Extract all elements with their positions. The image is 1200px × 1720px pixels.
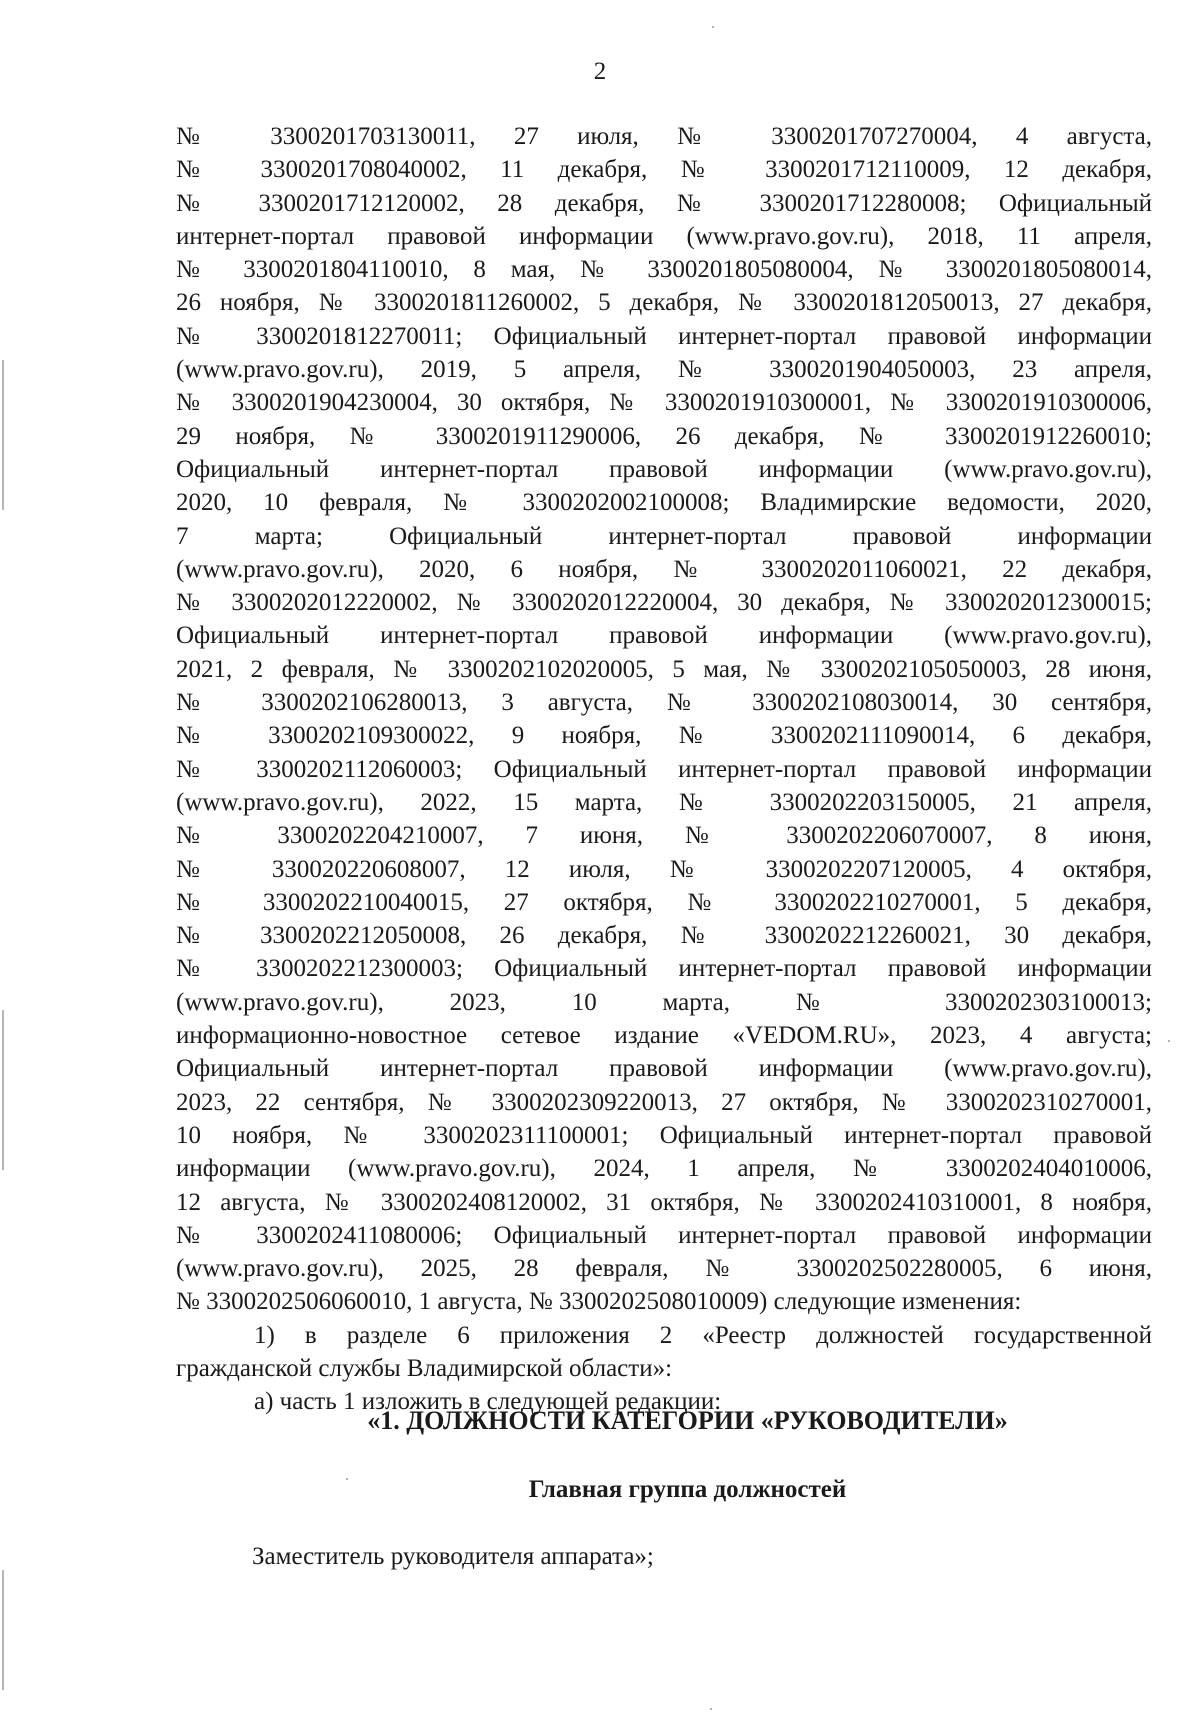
text-line: информации (www.pravo.gov.ru), 2024, 1 апреля, № 3300202404010006, [176,1155,1152,1183]
group-heading: Главная группа должностей [528,1476,847,1503]
text-line: № 3300201904230004, 30 октября, № 3300201910300001, № 3300201910300006, [176,389,1152,417]
text-line: (www.pravo.gov.ru), 2022, 15 марта, № 3300202203150005, 21 апреля, [176,788,1152,816]
text-line: № 3300202112060003; Официальный интернет-портал правовой информации [176,755,1152,783]
text-line: информационно-новостное сетевое издание «VEDOM.RU», 2023, 4 августа; [176,1022,1152,1050]
text-line: № 3300202012220002, № 3300202012220004, 30 декабря, № 3300202012300015; [176,589,1152,617]
text-line: № 330020220608007, 12 июля, № 3300202207120005, 4 октября, [176,855,1152,883]
text-line: № 3300202506060010, 1 августа, № 3300202508010009) следующие изменения: [176,1288,1022,1316]
text-line: № 3300202106280013, 3 августа, № 3300202108030014, 30 сентября, [176,689,1152,717]
scan-margin-mark [2,1570,4,1690]
text-line: № 3300202212050008, 26 декабря, № 3300202212260021, 30 декабря, [176,922,1152,950]
text-line: 2020, 10 февраля, № 3300202002100008; Владимирские ведомости, 2020, [176,489,1152,517]
text-line: № 3300201703130011, 27 июля, № 3300201707270004, 4 августа, [176,123,1152,150]
text-line: № 3300202210040015, 27 октября, № 3300202210270001, 5 декабря, [176,888,1152,916]
scan-speck [712,26,714,28]
scan-margin-mark [2,1010,4,1170]
text-line: (www.pravo.gov.ru), 2023, 10 марта, № 3300202303100013; [176,988,1152,1016]
position-entry: Заместитель руководителя аппарата»; [252,1543,654,1570]
text-line: 7 марта; Официальный интернет-портал правовой информации [176,522,1152,550]
subitem-a: а) часть 1 изложить в следующей редакции: [254,1388,722,1416]
text-line: № 3300201712120002, 28 декабря, № 3300201712280008; Официальный [176,189,1152,217]
text-line: № 3300202411080006; Официальный интернет-портал правовой информации [176,1221,1152,1249]
text-line: № 3300202204210007, 7 июня, № 3300202206070007, 8 июня, [176,822,1152,850]
text-line: 26 ноября, № 3300201811260002, 5 декабря, № 3300201812050013, 27 декабря, [176,289,1152,317]
text-line: (www.pravo.gov.ru), 2020, 6 ноября, № 3300202011060021, 22 декабря, [176,555,1152,583]
text-line: № 3300202212300003; Официальный интернет-портал правовой информации [176,955,1152,983]
text-line: Официальный интернет-портал правовой информации (www.pravo.gov.ru), [176,1055,1152,1083]
text-line: (www.pravo.gov.ru), 2019, 5 апреля, № 3300201904050003, 23 апреля, [176,356,1152,384]
text-line: № 3300201708040002, 11 декабря, № 3300201712110009, 12 декабря, [176,156,1152,184]
text-line: 2021, 2 февраля, № 3300202102020005, 5 мая, № 3300202105050003, 28 июня, [176,655,1152,683]
scan-speck [710,1708,712,1710]
item-1-line: 1) в разделе 6 приложения 2 «Реестр должностей государственной [254,1321,1152,1349]
text-line: 2023, 22 сентября, № 3300202309220013, 27 октября, № 3300202310270001, [176,1088,1152,1116]
text-line: Официальный интернет-портал правовой информации (www.pravo.gov.ru), [176,622,1152,650]
text-line: 10 ноября, № 3300202311100001; Официальный интернет-портал правовой [176,1121,1152,1149]
page-number: 2 [593,58,607,85]
item-1-line: гражданской службы Владимирской области»: [176,1354,673,1382]
text-line: № 3300202109300022, 9 ноября, № 3300202111090014, 6 декабря, [176,722,1152,750]
text-line: 29 ноября, № 3300201911290006, 26 декабря, № 3300201912260010; [176,422,1152,450]
section-heading: «1. ДОЛЖНОСТИ КАТЕГОРИИ «РУКОВОДИТЕЛИ» [367,1406,1008,1435]
text-line: Официальный интернет-портал правовой информации (www.pravo.gov.ru), [176,455,1152,483]
scan-speck [1168,1040,1170,1042]
text-line: № 3300201812270011; Официальный интернет-портал правовой информации [176,322,1152,350]
text-line: 12 августа, № 3300202408120002, 31 октября, № 3300202410310001, 8 ноября, [176,1188,1152,1216]
text-line: интернет-портал правовой информации (www.pravo.gov.ru), 2018, 11 апреля, [176,222,1152,250]
text-line: № 3300201804110010, 8 мая, № 3300201805080004, № 3300201805080014, [176,256,1152,284]
scan-margin-mark [2,360,4,510]
text-line: (www.pravo.gov.ru), 2025, 28 февраля, № 3300202502280005, 6 июня, [176,1255,1152,1283]
body-text [176,120,1152,1419]
